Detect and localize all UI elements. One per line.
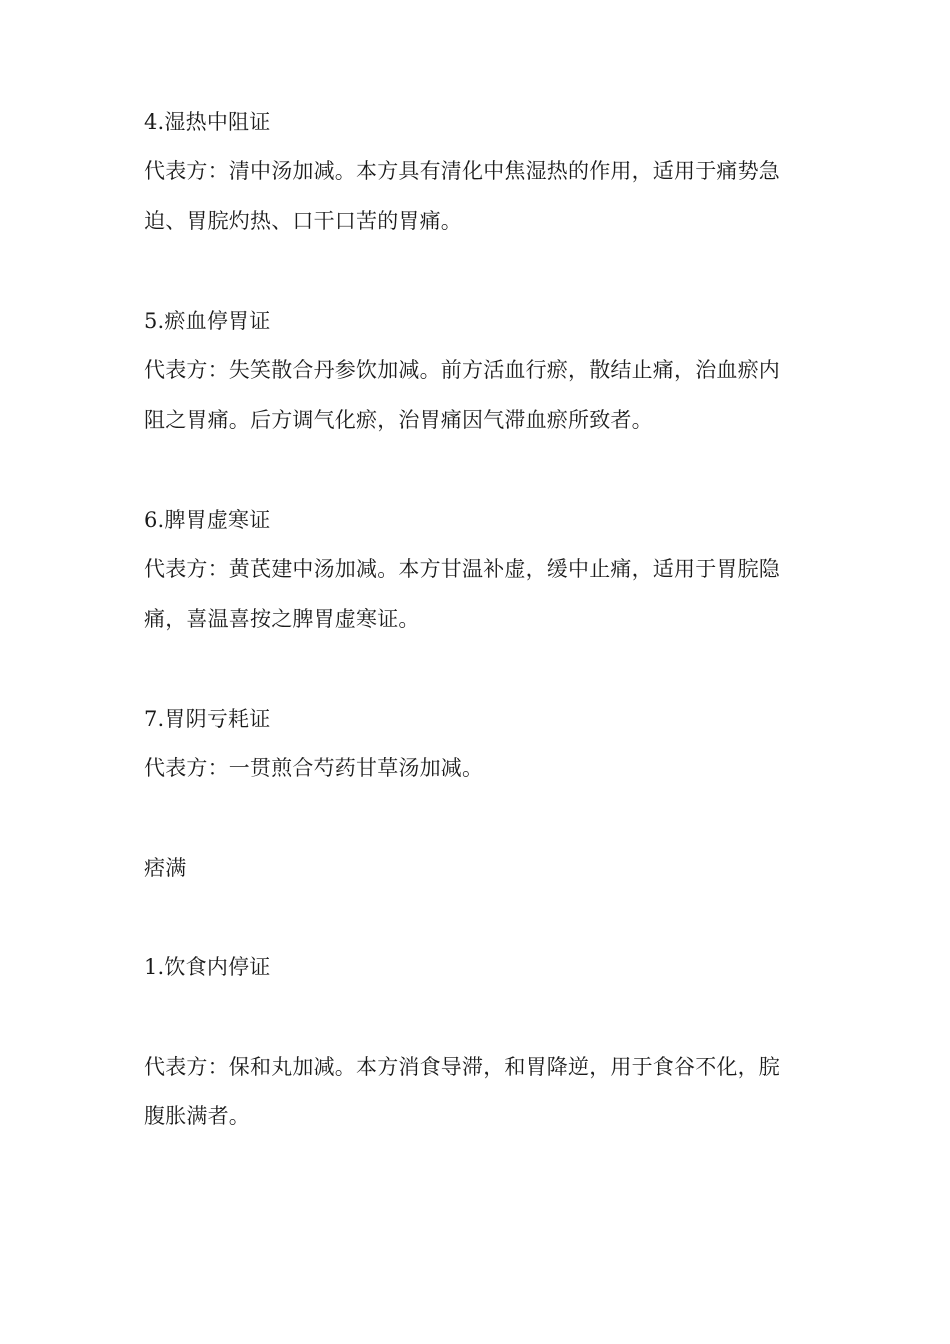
section-body-4-line-1: 代表方：清中汤加减。本方具有清化中焦湿热的作用，适用于痛势急	[144, 159, 780, 183]
section-body-5-line-1: 代表方：失笑散合丹参饮加减。前方活血行瘀，散结止痛，治血瘀内	[144, 358, 780, 382]
section-body-4-line-2: 迫、胃脘灼热、口干口苦的胃痛。	[144, 209, 462, 233]
section-heading-6: 6.脾胃虚寒证	[144, 508, 271, 532]
subsection-body-1-line-1: 代表方：保和丸加减。本方消食导滞，和胃降逆，用于食谷不化，脘	[144, 1055, 780, 1079]
section-heading-5: 5.瘀血停胃证	[144, 309, 271, 333]
subsection-heading-1: 1.饮食内停证	[144, 955, 271, 979]
section-body-7-line-1: 代表方：一贯煎合芍药甘草汤加减。	[144, 756, 484, 780]
subsection-body-1-line-2: 腹胀满者。	[144, 1104, 250, 1128]
section-body-5-line-2: 阻之胃痛。后方调气化瘀，治胃痛因气滞血瘀所致者。	[144, 408, 653, 432]
section-body-6-line-1: 代表方：黄芪建中汤加减。本方甘温补虚，缓中止痛，适用于胃脘隐	[144, 557, 780, 581]
topic-title: 痞满	[144, 856, 187, 880]
section-body-6-line-2: 痛，喜温喜按之脾胃虚寒证。	[144, 607, 420, 631]
section-heading-4: 4.湿热中阻证	[144, 110, 271, 134]
section-heading-7: 7.胃阴亏耗证	[144, 707, 271, 731]
